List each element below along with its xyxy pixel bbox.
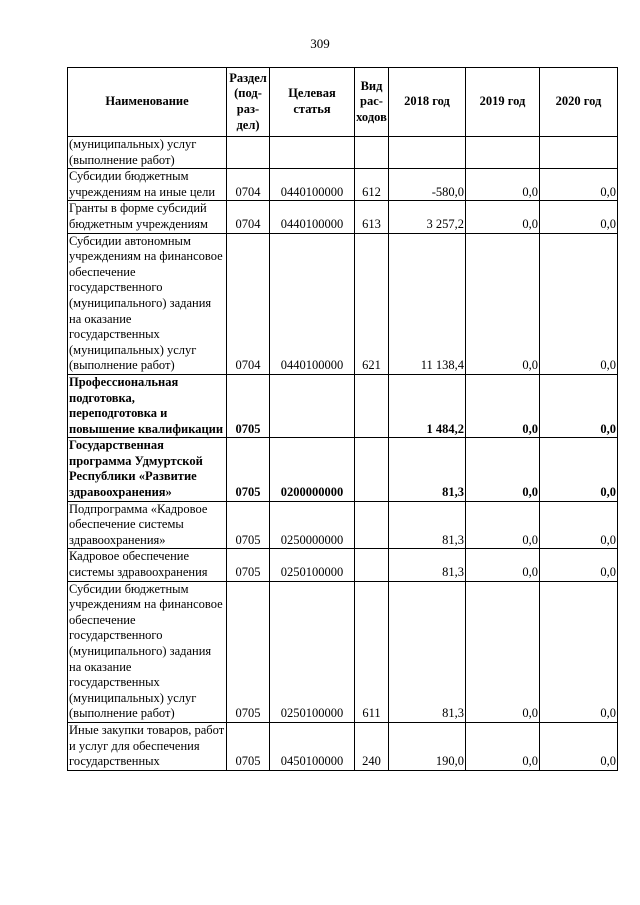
cell-2020: 0,0 — [540, 374, 618, 437]
cell-section: 0704 — [227, 201, 270, 233]
cell-target — [270, 374, 355, 437]
cell-2019 — [466, 137, 540, 169]
cell-name: Субсидии бюджетным учреждениям на иные цели — [68, 169, 227, 201]
cell-target: 0200000000 — [270, 438, 355, 501]
table-row — [68, 233, 618, 374]
cell-section: 0704 — [227, 233, 270, 374]
cell-type: 611 — [355, 581, 389, 722]
cell-2020: 0,0 — [540, 169, 618, 201]
budget-table — [67, 67, 618, 771]
cell-2018: 3 257,2 — [389, 201, 466, 233]
column-header-2019: 2019 год — [466, 68, 540, 137]
table-row — [68, 201, 618, 233]
cell-type: 613 — [355, 201, 389, 233]
page-number: 309 — [310, 36, 330, 51]
cell-2018: 81,3 — [389, 501, 466, 549]
cell-2018: 81,3 — [389, 581, 466, 722]
cell-2020: 0,0 — [540, 233, 618, 374]
cell-2020: 0,0 — [540, 549, 618, 581]
cell-2018: 190,0 — [389, 722, 466, 770]
cell-name: Государственная программа Удмуртской Республики «Развитие здравоохранения» — [68, 438, 227, 501]
cell-name: Субсидии бюджетным учреждениям на финансовое обеспечение государственного (муниципального) задания на оказание государственных (муниципальных) услуг (выполнение работ) — [68, 581, 227, 722]
cell-section: 0705 — [227, 438, 270, 501]
cell-type — [355, 374, 389, 437]
column-header-2018: 2018 год — [389, 68, 466, 137]
cell-name: Иные закупки товаров, работ и услуг для обеспечения государственных — [68, 722, 227, 770]
cell-2020: 0,0 — [540, 581, 618, 722]
cell-name: Гранты в форме субсидий бюджетным учреждениям — [68, 201, 227, 233]
cell-2019: 0,0 — [466, 549, 540, 581]
table-row — [68, 438, 618, 501]
cell-section: 0704 — [227, 169, 270, 201]
cell-2019: 0,0 — [466, 169, 540, 201]
cell-section: 0705 — [227, 722, 270, 770]
cell-2019: 0,0 — [466, 722, 540, 770]
cell-2018 — [389, 137, 466, 169]
cell-name: Подпрограмма «Кадровое обеспечение системы здравоохранения» — [68, 501, 227, 549]
cell-target: 0440100000 — [270, 233, 355, 374]
table-row — [68, 169, 618, 201]
cell-2018: 81,3 — [389, 549, 466, 581]
table-row — [68, 722, 618, 770]
cell-type: 621 — [355, 233, 389, 374]
cell-2018: 11 138,4 — [389, 233, 466, 374]
table-row — [68, 501, 618, 549]
cell-2019: 0,0 — [466, 374, 540, 437]
cell-target: 0440100000 — [270, 169, 355, 201]
cell-type — [355, 501, 389, 549]
column-header-section: Раздел (под-раз-дел) — [227, 68, 270, 137]
cell-target: 0450100000 — [270, 722, 355, 770]
table-header-row — [68, 68, 618, 137]
table-row — [68, 549, 618, 581]
cell-type — [355, 137, 389, 169]
cell-2020: 0,0 — [540, 201, 618, 233]
column-header-type: Вид рас-ходов — [355, 68, 389, 137]
cell-type — [355, 549, 389, 581]
column-header-name: Наименование — [68, 68, 227, 137]
cell-2019: 0,0 — [466, 438, 540, 501]
cell-section: 0705 — [227, 374, 270, 437]
cell-2018: 81,3 — [389, 438, 466, 501]
cell-2020: 0,0 — [540, 722, 618, 770]
cell-type — [355, 438, 389, 501]
cell-target: 0250000000 — [270, 501, 355, 549]
cell-2019: 0,0 — [466, 201, 540, 233]
cell-2020: 0,0 — [540, 501, 618, 549]
cell-2018: 1 484,2 — [389, 374, 466, 437]
cell-target: 0250100000 — [270, 581, 355, 722]
table-body — [68, 137, 618, 771]
cell-target: 0440100000 — [270, 201, 355, 233]
cell-2019: 0,0 — [466, 581, 540, 722]
cell-type: 612 — [355, 169, 389, 201]
cell-name: Профессиональная подготовка, переподготовка и повышение квалификации — [68, 374, 227, 437]
cell-2020: 0,0 — [540, 438, 618, 501]
cell-name: (муниципальных) услуг (выполнение работ) — [68, 137, 227, 169]
table-row — [68, 374, 618, 437]
cell-name: Кадровое обеспечение системы здравоохранения — [68, 549, 227, 581]
cell-2019: 0,0 — [466, 233, 540, 374]
cell-2020 — [540, 137, 618, 169]
cell-section: 0705 — [227, 581, 270, 722]
cell-target — [270, 137, 355, 169]
table-row — [68, 581, 618, 722]
cell-section: 0705 — [227, 549, 270, 581]
table-row — [68, 137, 618, 169]
cell-target: 0250100000 — [270, 549, 355, 581]
cell-type: 240 — [355, 722, 389, 770]
cell-name: Субсидии автономным учреждениям на финансовое обеспечение государственного (муниципального) задания на оказание государственных (муниципальных) услуг (выполнение работ) — [68, 233, 227, 374]
cell-section — [227, 137, 270, 169]
cell-2019: 0,0 — [466, 501, 540, 549]
cell-2018: -580,0 — [389, 169, 466, 201]
column-header-target: Целевая статья — [270, 68, 355, 137]
cell-section: 0705 — [227, 501, 270, 549]
column-header-2020: 2020 год — [540, 68, 618, 137]
